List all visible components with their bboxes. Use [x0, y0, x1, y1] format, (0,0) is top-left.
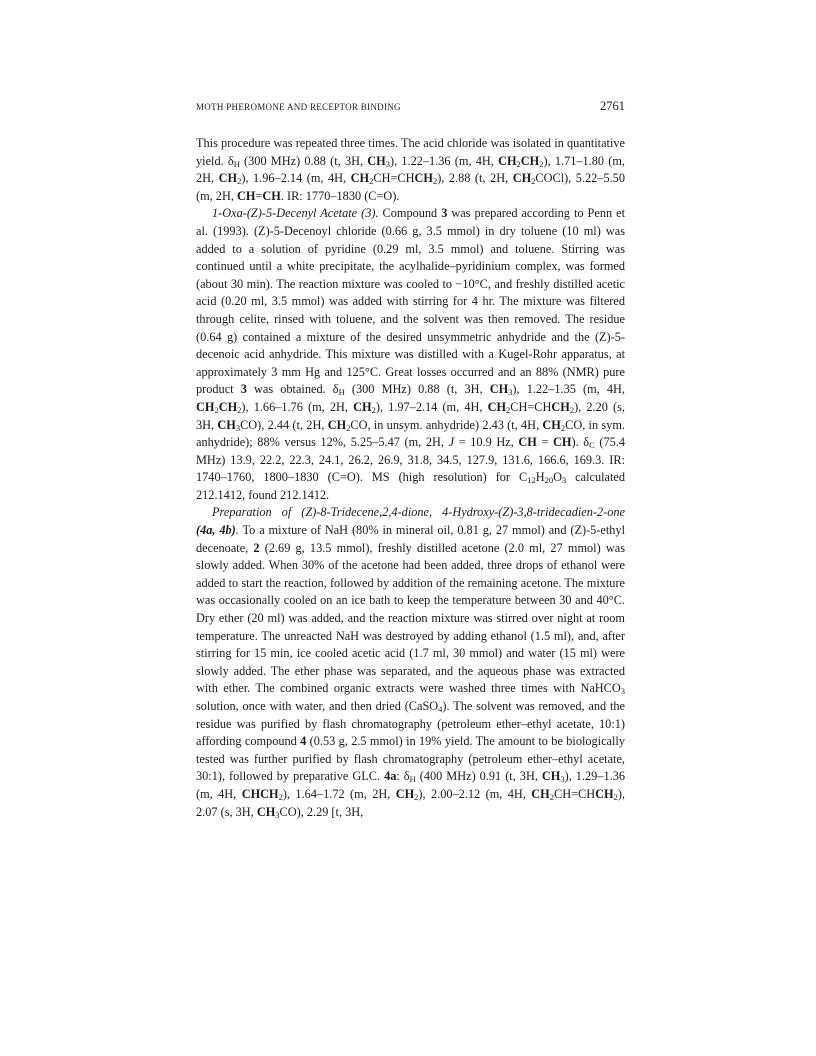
paragraph-procedure: This procedure was repeated three times. The acid chloride was isolated in quantitative yield. $\delta_H$ (300 MHz) 0.88 (t, 3H, $CH_3$), 1.22–1.36 (m, 4H, $CH_2CH_2$), 1.71–1.80 (m, 2H, $CH_2$), 1.96–2.14 (m, 4H, $CH_2CH=CHCH_2$), 2.88 (t, 2H, $CH_2COCl$), 5.22–5.50 (m, 2H, CH=CH. IR: 1770–1830 (C=O).	[196, 136, 626, 203]
paragraph-compound-4: Preparation of (Z)-8-Tridecene,2,4-dione, 4-Hydroxy-(Z)-3,8-tridecadien-2-one (4a, 4b). To a mixture of NaH (80% in mineral oil, 0.81 g, 27 mmol) and (Z)-5-ethyl decenoate, 2 (2.69 g, 13.5 mmol), freshly distilled acetone (2.0 ml, 27 mmol) was slowly added. When 30% of the acetone had been added, three drops of ethanol were added to start the reaction, followed by addition of the remaining acetone. The mixture was occasionally cooled on an ice bath to keep the temperature between 30 and 40°C. Dry ether (20 ml) was added, and the reaction mixture was stirred over night at room temperature. The unreacted NaH was destroyed by adding ethanol (1.5 ml), and, after stirring for 15 min, ice cooled acetic acid (1.7 ml, 30 mmol) and water (15 ml) were slowly added. The ether phase was separated, and the aqueous phase was extracted with ether. The combined organic extracts were washed three times with NaHCO$_3$ solution, once with water, and then dried (CaSO$_4$). The solvent was removed, and the residue was purified by flash chromatography (petroleum ether–ethyl acetate, 10:1) affording compound 4 (0.53 g, 2.5 mmol) in 19% yield. The amount to be biologically tested was further purified by flash chromatography (petroleum ether–ethyl acetate, 30:1), followed by preparative GLC. 4a: $\delta_H$ (400 MHz) 0.91 (t, 3H, $CH_3$), 1.29–1.36 (m, 4H, $CHCH_2$), 1.64–1.72 (m, 2H, $CH_2$), 2.00–2.12 (m, 4H, $CH_2CH=CHCH_2$), 2.07 (s, 3H, $CH_3CO$), 2.29 [t, 3H,	[196, 505, 626, 820]
paragraph-compound-3: 1-Oxa-(Z)-5-Decenyl Acetate (3). Compound 3 was prepared according to Penn et al. (1993). (Z)-5-Decenoyl chloride (0.66 g, 3.5 mmol) in dry toluene (10 ml) was added to a solution of pyridine (0.29 ml, 3.5 mmol) and toluene. Stirring was continued until a white precipitate, the acylhalide–pyridinium complex, was formed (about 30 min). The reaction mixture was cooled to −10°C, and freshly distilled acetic acid (0.20 ml, 3.5 mmol) was added with stirring for 4 hr. The mixture was filtered through celite, rinsed with toluene, and the solvent was then removed. The residue (0.64 g) contained a mixture of the desired unsymmetric anhydride and the (Z)-5-decenoic acid anhydride. This mixture was distilled with a Kugel-Rohr apparatus, at approximately 3 mm Hg and 125°C. Great losses occurred and an 88% (NMR) pure product 3 was obtained. $\delta_H$ (300 MHz) 0.88 (t, 3H, $CH_3$), 1.22–1.35 (m, 4H, $CH_2CH_2$), 1.66–1.76 (m, 2H, $CH_2$), 1.97–2.14 (m, 4H, $CH_2CH=CHCH_2$), 2.20 (s, 3H, $CH_3CO$), 2.44 (t, 2H, $CH_2CO$, in unsym. anhydride) 2.43 (t, 4H, $CH_2CO$, in sym. anhydride); 88% versus 12%, 5.25–5.47 (m, 2H, J = 10.9 Hz, CH = CH). $\delta_C$ (75.4 MHz) 13.9, 22.2, 22.3, 24.1, 26.2, 26.9, 31.8, 34.5, 127.9, 131.6, 166.6, 169.3. IR: 1740–1760, 1800–1830 (C=O). MS (high resolution) for $C_{12}H_{20}O_3$ calculated 212.1412, found 212.1412.	[196, 206, 626, 502]
body-text	[196, 135, 625, 821]
running-head: MOTH PHEROMONE AND RECEPTOR BINDING	[196, 102, 401, 112]
page-number: 2761	[600, 99, 625, 113]
page-header	[196, 99, 625, 119]
